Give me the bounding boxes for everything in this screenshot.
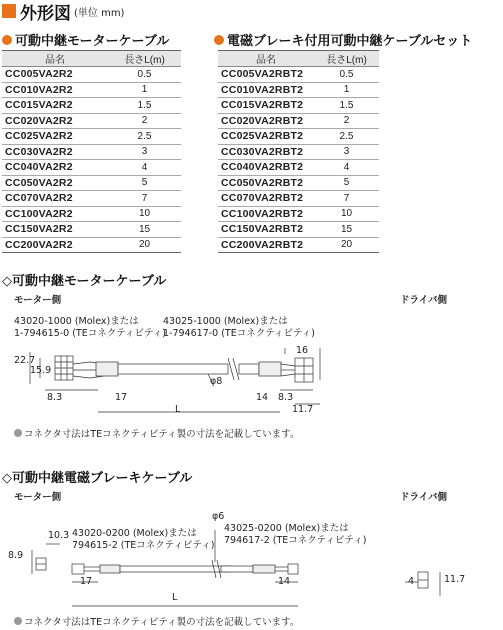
length-cell: 5 bbox=[314, 175, 379, 191]
dim-h2: 15.9 bbox=[30, 365, 52, 376]
motor-connector-line2: 794615-2 (TEコネクティビティ) bbox=[72, 540, 215, 551]
dim-w-left: 8.3 bbox=[47, 392, 63, 403]
part-number-cell: CC025VA2R2 bbox=[2, 129, 108, 145]
table-row bbox=[2, 175, 181, 191]
part-number-cell: CC070VA2RBT2 bbox=[218, 191, 314, 207]
length-cell: 4 bbox=[108, 160, 181, 176]
length-cell: 15 bbox=[314, 222, 379, 238]
diagram2-note-text: コネクタ寸法はTEコネクティビティ製の寸法を記載しています。 bbox=[24, 617, 300, 628]
part-number-cell: CC020VA2R2 bbox=[2, 113, 108, 129]
part-number-cell: CC050VA2RBT2 bbox=[218, 175, 314, 191]
table1 bbox=[2, 50, 181, 253]
dim2-w-right: 4 bbox=[408, 576, 415, 587]
dim2-dia: φ6 bbox=[212, 511, 225, 522]
bullet-icon bbox=[214, 35, 224, 45]
part-number-cell: CC015VA2RBT2 bbox=[218, 98, 314, 114]
part-number-cell: CC070VA2R2 bbox=[2, 191, 108, 207]
part-number-cell: CC030VA2RBT2 bbox=[218, 144, 314, 160]
table1-col-part: 品名 bbox=[2, 51, 108, 67]
dim-h-right: 16 bbox=[296, 345, 309, 356]
length-cell: 7 bbox=[314, 191, 379, 207]
motor-connector-line1: 43020-1000 (Molex)または bbox=[14, 316, 139, 327]
table-row bbox=[2, 206, 181, 222]
dim-depth-right: 11.7 bbox=[292, 404, 314, 415]
bullet-icon bbox=[2, 35, 12, 45]
table-row bbox=[218, 129, 379, 145]
dim-lead-left: 17 bbox=[115, 392, 128, 403]
unit-note: (単位 mm) bbox=[74, 7, 125, 19]
dim2-lead-left: 17 bbox=[80, 576, 93, 587]
part-number-cell: CC040VA2R2 bbox=[2, 160, 108, 176]
length-cell: 7 bbox=[108, 191, 181, 207]
part-number-cell: CC200VA2R2 bbox=[2, 237, 108, 253]
length-cell: 5 bbox=[108, 175, 181, 191]
part-number-cell: CC020VA2RBT2 bbox=[218, 113, 314, 129]
table2-col-length: 長さL(m) bbox=[314, 51, 379, 67]
motor-connector-line2: 1-794615-0 (TEコネクティビティ) bbox=[14, 328, 166, 339]
diagram1-drawing bbox=[0, 340, 503, 420]
part-number-cell: CC050VA2R2 bbox=[2, 175, 108, 191]
table2-heading-text: 電磁ブレーキ付用可動中継ケーブルセット bbox=[227, 34, 473, 49]
motor-connector-line1: 43020-0200 (Molex)または bbox=[72, 528, 197, 539]
part-number-cell: CC005VA2RBT2 bbox=[218, 67, 314, 83]
dim2-w-left: 10.3 bbox=[48, 530, 70, 541]
diagram2-driver-side: ドライバ側 bbox=[400, 492, 448, 503]
dim2-total: L bbox=[172, 592, 178, 603]
table-row bbox=[2, 113, 181, 129]
table-row bbox=[218, 206, 379, 222]
dim2-h-left: 8.9 bbox=[8, 550, 24, 561]
length-cell: 1 bbox=[314, 82, 379, 98]
part-number-cell: CC010VA2RBT2 bbox=[218, 82, 314, 98]
table-row bbox=[2, 98, 181, 114]
part-number-cell: CC200VA2RBT2 bbox=[218, 237, 314, 253]
table-row bbox=[218, 175, 379, 191]
part-number-cell: CC025VA2RBT2 bbox=[218, 129, 314, 145]
table1-heading-text: 可動中継モーターケーブル bbox=[15, 34, 170, 49]
length-cell: 2 bbox=[108, 113, 181, 129]
diagram1-heading: ◇可動中継モーターケーブル bbox=[2, 274, 167, 289]
length-cell: 1.5 bbox=[314, 98, 379, 114]
diagram2-motor-side: モーター側 bbox=[14, 492, 62, 503]
diagram2-drawing bbox=[0, 530, 503, 610]
part-number-cell: CC150VA2RBT2 bbox=[218, 222, 314, 238]
diagram1-driver-connector bbox=[163, 316, 315, 340]
part-number-cell: CC040VA2RBT2 bbox=[218, 160, 314, 176]
table-row bbox=[2, 222, 181, 238]
part-number-cell: CC010VA2R2 bbox=[2, 82, 108, 98]
diagram1-motor-connector bbox=[14, 316, 166, 340]
table-row bbox=[218, 98, 379, 114]
diagram2-heading: ◇可動中継電磁ブレーキケーブル bbox=[2, 471, 193, 486]
diagram1-motor-side: モーター側 bbox=[14, 295, 62, 306]
dim-w-right: 8.3 bbox=[278, 392, 294, 403]
length-cell: 0.5 bbox=[108, 67, 181, 83]
dim2-h-right: 11.7 bbox=[444, 574, 466, 585]
table2-heading bbox=[214, 30, 472, 49]
table-row bbox=[2, 82, 181, 98]
table-row bbox=[218, 82, 379, 98]
cable-right-shape bbox=[239, 364, 259, 374]
part-number-cell: CC030VA2R2 bbox=[2, 144, 108, 160]
length-cell: 10 bbox=[108, 206, 181, 222]
table-row bbox=[218, 237, 379, 253]
length-cell: 2 bbox=[314, 113, 379, 129]
diagram2-note bbox=[14, 614, 299, 628]
table-row bbox=[218, 67, 379, 83]
length-cell: 3 bbox=[314, 144, 379, 160]
cable-left-shape bbox=[118, 364, 228, 374]
length-cell: 15 bbox=[108, 222, 181, 238]
table1-heading bbox=[2, 30, 169, 49]
table-row bbox=[2, 160, 181, 176]
table-row bbox=[218, 191, 379, 207]
part-number-cell: CC015VA2R2 bbox=[2, 98, 108, 114]
part-number-cell: CC005VA2R2 bbox=[2, 67, 108, 83]
dim-total: L bbox=[175, 404, 181, 415]
length-cell: 10 bbox=[314, 206, 379, 222]
length-cell: 2.5 bbox=[314, 129, 379, 145]
driver-connector-line2: 1-794617-0 (TEコネクティビティ) bbox=[163, 328, 315, 339]
length-cell: 20 bbox=[108, 237, 181, 253]
part-number-cell: CC100VA2RBT2 bbox=[218, 206, 314, 222]
driver-connector-line1: 43025-1000 (Molex)または bbox=[163, 316, 288, 327]
table-row bbox=[2, 144, 181, 160]
table-row bbox=[2, 191, 181, 207]
length-cell: 3 bbox=[108, 144, 181, 160]
page-title-text: 外形図 bbox=[20, 3, 71, 24]
dim-h1: 22.7 bbox=[14, 355, 36, 366]
length-cell: 2.5 bbox=[108, 129, 181, 145]
note-bullet-icon bbox=[14, 617, 22, 625]
diagram1-note bbox=[14, 426, 299, 440]
table-row bbox=[2, 67, 181, 83]
length-cell: 1 bbox=[108, 82, 181, 98]
part-number-cell: CC100VA2R2 bbox=[2, 206, 108, 222]
note-bullet-icon bbox=[14, 429, 22, 437]
table-row bbox=[2, 237, 181, 253]
table-row bbox=[218, 144, 379, 160]
right-connector-shape bbox=[288, 564, 298, 574]
dim-lead-right: 14 bbox=[256, 392, 269, 403]
length-cell: 1.5 bbox=[108, 98, 181, 114]
table2-col-part: 品名 bbox=[218, 51, 314, 67]
diagram1-note-text: コネクタ寸法はTEコネクティビティ製の寸法を記載しています。 bbox=[24, 429, 300, 440]
driver-connector-line1: 43025-0200 (Molex)または bbox=[224, 523, 349, 534]
diagram1-driver-side: ドライバ側 bbox=[400, 295, 448, 306]
part-number-cell: CC150VA2R2 bbox=[2, 222, 108, 238]
page-title bbox=[2, 0, 124, 22]
length-cell: 4 bbox=[314, 160, 379, 176]
left-connector-shape bbox=[72, 564, 84, 574]
table-row bbox=[218, 160, 379, 176]
length-cell: 20 bbox=[314, 237, 379, 253]
table2 bbox=[218, 50, 379, 253]
table-row bbox=[218, 113, 379, 129]
title-marker bbox=[2, 4, 16, 18]
table-row bbox=[218, 222, 379, 238]
table-row bbox=[2, 129, 181, 145]
dim2-lead-right: 14 bbox=[278, 576, 291, 587]
table1-col-length: 長さL(m) bbox=[108, 51, 181, 67]
length-cell: 0.5 bbox=[314, 67, 379, 83]
driver-connector-line2: 794617-2 (TEコネクティビティ) bbox=[224, 535, 367, 546]
dim-dia: φ8 bbox=[210, 376, 223, 387]
